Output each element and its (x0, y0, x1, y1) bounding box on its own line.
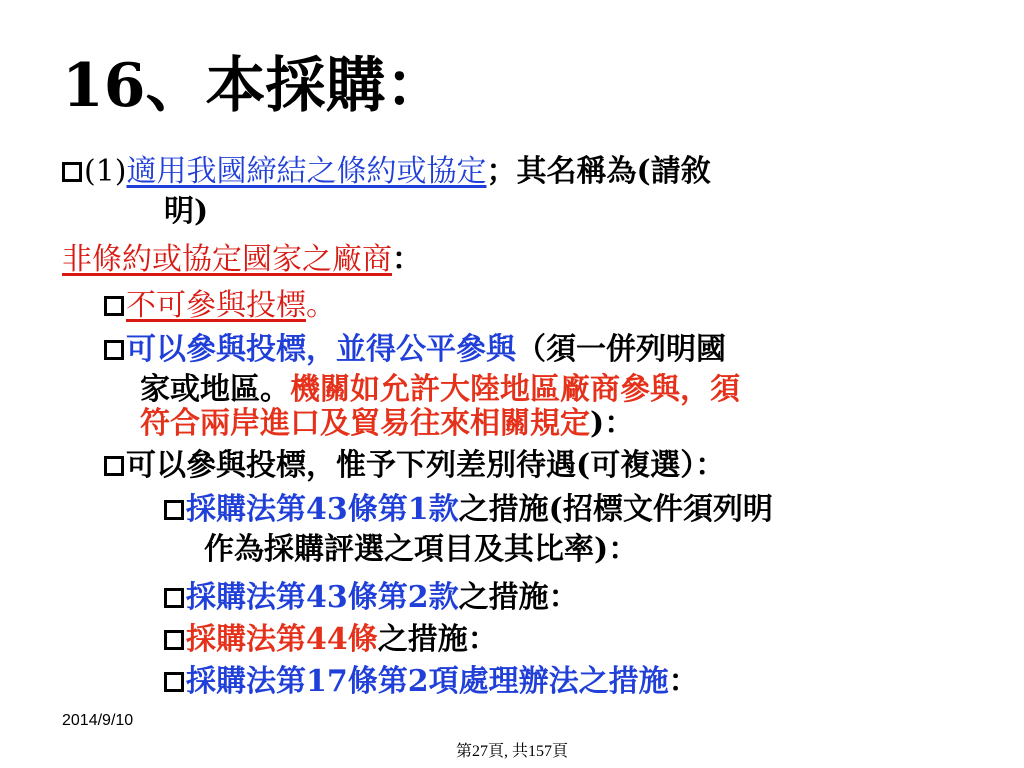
checkbox-sub-3[interactable] (164, 630, 184, 650)
option-b (104, 330, 726, 370)
option-c (104, 446, 725, 486)
checkbox-option-c[interactable] (104, 456, 124, 476)
sub-1-continuation: 作為採購評選之項目及其比率)： (204, 532, 639, 567)
sub-option-3 (164, 620, 498, 660)
option-b-blue: 可以參與投標，並得公平參與 (126, 332, 516, 367)
item-1 (62, 152, 711, 192)
sub-2-black: 之措施： (458, 580, 579, 615)
option-b-red1: 機關如允許大陸地區廠商參與，須 (290, 372, 740, 407)
item-1-link: 適用我國締結之條約或協定 (126, 154, 487, 189)
sub-option-4 (164, 662, 699, 702)
footer-page-number: 第27頁, 共157頁 (455, 743, 568, 760)
option-a-text: 不可參與投標 (126, 288, 306, 323)
section-heading-text: 非條約或協定國家之廠商 (62, 242, 392, 277)
option-c-text: 可以參與投標，惟予下列差別待遇(可複選）： (126, 448, 726, 483)
sub-4-blue: 採購法第17條第2項處理辦法之措施 (186, 664, 669, 699)
page-title: 16、本採購： (62, 51, 446, 121)
sub-2-blue: 採購法第43條第2款 (186, 580, 459, 615)
option-a (104, 286, 336, 326)
option-b-black1: （須一併列明國 (516, 332, 726, 367)
sub-3-red: 採購法第44條 (186, 622, 378, 657)
option-b-red2: 符合兩岸進口及貿易往來相關規定 (140, 406, 590, 441)
option-b-end: )： (590, 406, 635, 441)
option-b-line3 (140, 404, 634, 444)
sub-1-blue: 採購法第43條第1款 (186, 492, 459, 527)
section-heading (62, 240, 422, 280)
checkbox-sub-2[interactable] (164, 588, 184, 608)
option-a-end: 。 (306, 288, 336, 323)
sub-1-black: 之措施(招標文件須列明 (458, 492, 773, 527)
sub-3-black: 之措施： (377, 622, 498, 657)
checkbox-sub-4[interactable] (164, 672, 184, 692)
item-1-continuation: 明) (164, 194, 209, 229)
item-1-rest: ；其名稱為(請敘 (486, 154, 711, 189)
option-b-black2: 家或地區。 (140, 372, 290, 407)
sub-option-1 (164, 490, 773, 530)
sub-4-black: ： (668, 664, 699, 699)
checkbox-item-1[interactable] (62, 162, 82, 182)
footer-date: 2014/9/10 (62, 712, 134, 729)
checkbox-option-b[interactable] (104, 340, 124, 360)
sub-option-2 (164, 578, 579, 618)
section-heading-colon: ： (392, 242, 422, 277)
checkbox-option-a[interactable] (104, 296, 124, 316)
item-1-prefix: (1) (84, 154, 127, 189)
checkbox-sub-1[interactable] (164, 500, 184, 520)
